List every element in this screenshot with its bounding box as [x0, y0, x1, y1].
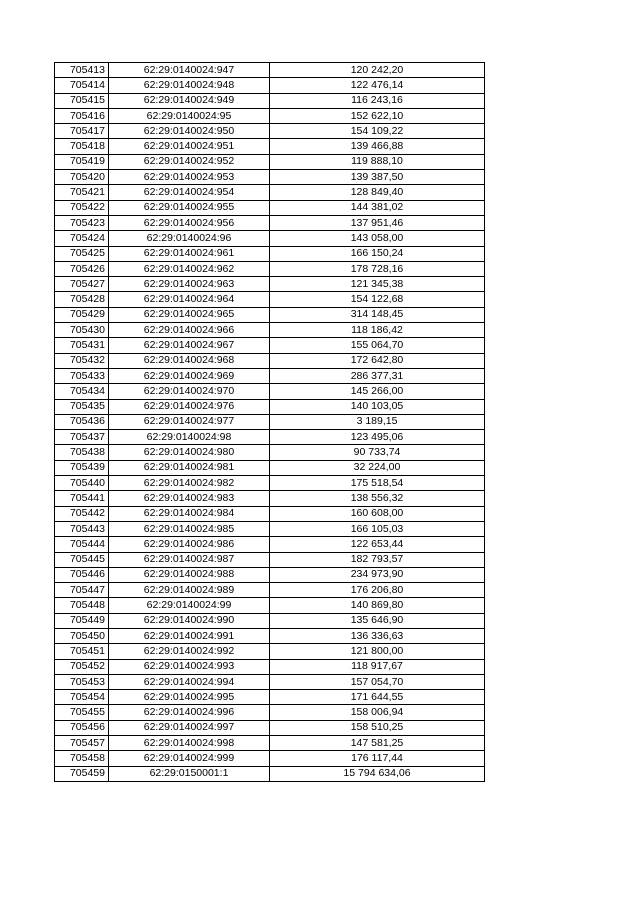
value-cell: 118 917,67 — [270, 659, 485, 674]
cadastral-number-cell: 62:29:0140024:991 — [109, 628, 270, 643]
row-number-cell: 705435 — [55, 399, 109, 414]
cadastral-number-cell: 62:29:0140024:962 — [109, 261, 270, 276]
table-row — [55, 720, 485, 735]
table-row — [55, 384, 485, 399]
table-row — [55, 231, 485, 246]
row-number-cell: 705429 — [55, 307, 109, 322]
value-cell: 166 105,03 — [270, 521, 485, 536]
value-cell: 175 518,54 — [270, 476, 485, 491]
row-number-cell: 705453 — [55, 674, 109, 689]
table-row — [55, 124, 485, 139]
row-number-cell: 705415 — [55, 93, 109, 108]
cadastral-number-cell: 62:29:0140024:988 — [109, 567, 270, 582]
table-row — [55, 108, 485, 123]
value-cell: 154 122,68 — [270, 292, 485, 307]
table-row — [55, 185, 485, 200]
value-cell: 140 869,80 — [270, 598, 485, 613]
table-row — [55, 93, 485, 108]
row-number-cell: 705452 — [55, 659, 109, 674]
table-row — [55, 552, 485, 567]
table-row — [55, 353, 485, 368]
value-cell: 147 581,25 — [270, 736, 485, 751]
table-row — [55, 277, 485, 292]
value-cell: 286 377,31 — [270, 368, 485, 383]
row-number-cell: 705441 — [55, 491, 109, 506]
cadastral-number-cell: 62:29:0140024:976 — [109, 399, 270, 414]
cadastral-number-cell: 62:29:0140024:952 — [109, 154, 270, 169]
table-row — [55, 63, 485, 78]
row-number-cell: 705421 — [55, 185, 109, 200]
cadastral-number-cell: 62:29:0140024:980 — [109, 445, 270, 460]
table-row — [55, 690, 485, 705]
row-number-cell: 705442 — [55, 506, 109, 521]
value-cell: 314 148,45 — [270, 307, 485, 322]
table-row — [55, 659, 485, 674]
value-cell: 136 336,63 — [270, 628, 485, 643]
cadastral-number-cell: 62:29:0140024:963 — [109, 277, 270, 292]
cadastral-number-cell: 62:29:0140024:983 — [109, 491, 270, 506]
value-cell: 32 224,00 — [270, 460, 485, 475]
row-number-cell: 705457 — [55, 736, 109, 751]
value-cell: 182 793,57 — [270, 552, 485, 567]
row-number-cell: 705447 — [55, 583, 109, 598]
cadastral-number-cell: 62:29:0140024:995 — [109, 690, 270, 705]
cadastral-number-cell: 62:29:0140024:953 — [109, 170, 270, 185]
table-row — [55, 399, 485, 414]
row-number-cell: 705458 — [55, 751, 109, 766]
cadastral-number-cell: 62:29:0140024:999 — [109, 751, 270, 766]
cadastral-number-cell: 62:29:0140024:949 — [109, 93, 270, 108]
value-cell: 160 608,00 — [270, 506, 485, 521]
row-number-cell: 705426 — [55, 261, 109, 276]
row-number-cell: 705436 — [55, 414, 109, 429]
row-number-cell: 705444 — [55, 537, 109, 552]
value-cell: 171 644,55 — [270, 690, 485, 705]
table-row — [55, 628, 485, 643]
row-number-cell: 705424 — [55, 231, 109, 246]
table-row — [55, 246, 485, 261]
cadastral-number-cell: 62:29:0140024:96 — [109, 231, 270, 246]
value-cell: 128 849,40 — [270, 185, 485, 200]
table-row — [55, 154, 485, 169]
table-row — [55, 583, 485, 598]
cadastral-number-cell: 62:29:0140024:994 — [109, 674, 270, 689]
value-cell: 139 466,88 — [270, 139, 485, 154]
table-row — [55, 307, 485, 322]
row-number-cell: 705451 — [55, 644, 109, 659]
cadastral-number-cell: 62:29:0140024:969 — [109, 368, 270, 383]
row-number-cell: 705423 — [55, 215, 109, 230]
table-row — [55, 292, 485, 307]
value-cell: 137 951,46 — [270, 215, 485, 230]
table-row — [55, 338, 485, 353]
cadastral-number-cell: 62:29:0140024:948 — [109, 78, 270, 93]
table-row — [55, 644, 485, 659]
cadastral-number-cell: 62:29:0150001:1 — [109, 766, 270, 781]
row-number-cell: 705443 — [55, 521, 109, 536]
row-number-cell: 705414 — [55, 78, 109, 93]
row-number-cell: 705437 — [55, 430, 109, 445]
row-number-cell: 705450 — [55, 628, 109, 643]
row-number-cell: 705449 — [55, 613, 109, 628]
value-cell: 234 973,90 — [270, 567, 485, 582]
cadastral-number-cell: 62:29:0140024:981 — [109, 460, 270, 475]
value-cell: 158 510,25 — [270, 720, 485, 735]
value-cell: 139 387,50 — [270, 170, 485, 185]
value-cell: 172 642,80 — [270, 353, 485, 368]
table-row — [55, 506, 485, 521]
table-row — [55, 430, 485, 445]
cadastral-number-cell: 62:29:0140024:987 — [109, 552, 270, 567]
data-table — [54, 62, 485, 782]
value-cell: 152 622,10 — [270, 108, 485, 123]
cadastral-number-cell: 62:29:0140024:954 — [109, 185, 270, 200]
table-row — [55, 674, 485, 689]
value-cell: 122 653,44 — [270, 537, 485, 552]
value-cell: 3 189,15 — [270, 414, 485, 429]
table-row — [55, 78, 485, 93]
row-number-cell: 705432 — [55, 353, 109, 368]
cadastral-number-cell: 62:29:0140024:947 — [109, 63, 270, 78]
table-row — [55, 261, 485, 276]
cadastral-number-cell: 62:29:0140024:986 — [109, 537, 270, 552]
row-number-cell: 705422 — [55, 200, 109, 215]
table-row — [55, 521, 485, 536]
row-number-cell: 705431 — [55, 338, 109, 353]
value-cell: 118 186,42 — [270, 323, 485, 338]
value-cell: 90 733,74 — [270, 445, 485, 460]
row-number-cell: 705433 — [55, 368, 109, 383]
value-cell: 145 266,00 — [270, 384, 485, 399]
table-row — [55, 460, 485, 475]
cadastral-number-cell: 62:29:0140024:977 — [109, 414, 270, 429]
row-number-cell: 705455 — [55, 705, 109, 720]
table-row — [55, 445, 485, 460]
value-cell: 123 495,06 — [270, 430, 485, 445]
table-row — [55, 368, 485, 383]
row-number-cell: 705448 — [55, 598, 109, 613]
value-cell: 140 103,05 — [270, 399, 485, 414]
table-row — [55, 567, 485, 582]
table-row — [55, 598, 485, 613]
cadastral-number-cell: 62:29:0140024:964 — [109, 292, 270, 307]
table-row — [55, 613, 485, 628]
cadastral-number-cell: 62:29:0140024:956 — [109, 215, 270, 230]
row-number-cell: 705417 — [55, 124, 109, 139]
table-body — [55, 63, 485, 782]
table-row — [55, 537, 485, 552]
row-number-cell: 705428 — [55, 292, 109, 307]
row-number-cell: 705425 — [55, 246, 109, 261]
cadastral-number-cell: 62:29:0140024:99 — [109, 598, 270, 613]
cadastral-number-cell: 62:29:0140024:982 — [109, 476, 270, 491]
cadastral-number-cell: 62:29:0140024:993 — [109, 659, 270, 674]
table-row — [55, 766, 485, 781]
table-row — [55, 170, 485, 185]
value-cell: 157 054,70 — [270, 674, 485, 689]
row-number-cell: 705438 — [55, 445, 109, 460]
cadastral-number-cell: 62:29:0140024:997 — [109, 720, 270, 735]
cadastral-number-cell: 62:29:0140024:984 — [109, 506, 270, 521]
value-cell: 144 381,02 — [270, 200, 485, 215]
table-row — [55, 139, 485, 154]
cadastral-number-cell: 62:29:0140024:95 — [109, 108, 270, 123]
table-row — [55, 200, 485, 215]
row-number-cell: 705416 — [55, 108, 109, 123]
row-number-cell: 705434 — [55, 384, 109, 399]
row-number-cell: 705418 — [55, 139, 109, 154]
value-cell: 121 800,00 — [270, 644, 485, 659]
value-cell: 121 345,38 — [270, 277, 485, 292]
cadastral-number-cell: 62:29:0140024:98 — [109, 430, 270, 445]
cadastral-number-cell: 62:29:0140024:955 — [109, 200, 270, 215]
row-number-cell: 705439 — [55, 460, 109, 475]
row-number-cell: 705440 — [55, 476, 109, 491]
value-cell: 176 117,44 — [270, 751, 485, 766]
row-number-cell: 705454 — [55, 690, 109, 705]
cadastral-number-cell: 62:29:0140024:992 — [109, 644, 270, 659]
table-row — [55, 491, 485, 506]
value-cell: 158 006,94 — [270, 705, 485, 720]
value-cell: 120 242,20 — [270, 63, 485, 78]
cadastral-number-cell: 62:29:0140024:970 — [109, 384, 270, 399]
cadastral-number-cell: 62:29:0140024:985 — [109, 521, 270, 536]
cadastral-number-cell: 62:29:0140024:951 — [109, 139, 270, 154]
table-row — [55, 705, 485, 720]
table-row — [55, 215, 485, 230]
cadastral-number-cell: 62:29:0140024:989 — [109, 583, 270, 598]
table-row — [55, 414, 485, 429]
value-cell: 176 206,80 — [270, 583, 485, 598]
row-number-cell: 705430 — [55, 323, 109, 338]
value-cell: 138 556,32 — [270, 491, 485, 506]
row-number-cell: 705445 — [55, 552, 109, 567]
value-cell: 154 109,22 — [270, 124, 485, 139]
cadastral-number-cell: 62:29:0140024:961 — [109, 246, 270, 261]
value-cell: 116 243,16 — [270, 93, 485, 108]
cadastral-number-cell: 62:29:0140024:965 — [109, 307, 270, 322]
row-number-cell: 705456 — [55, 720, 109, 735]
row-number-cell: 705427 — [55, 277, 109, 292]
row-number-cell: 705446 — [55, 567, 109, 582]
cadastral-number-cell: 62:29:0140024:950 — [109, 124, 270, 139]
value-cell: 143 058,00 — [270, 231, 485, 246]
value-cell: 155 064,70 — [270, 338, 485, 353]
value-cell: 119 888,10 — [270, 154, 485, 169]
cadastral-number-cell: 62:29:0140024:968 — [109, 353, 270, 368]
cadastral-number-cell: 62:29:0140024:990 — [109, 613, 270, 628]
value-cell: 178 728,16 — [270, 261, 485, 276]
cadastral-number-cell: 62:29:0140024:966 — [109, 323, 270, 338]
table-row — [55, 476, 485, 491]
value-cell: 135 646,90 — [270, 613, 485, 628]
value-cell: 166 150,24 — [270, 246, 485, 261]
cadastral-number-cell: 62:29:0140024:998 — [109, 736, 270, 751]
row-number-cell: 705420 — [55, 170, 109, 185]
value-cell: 122 476,14 — [270, 78, 485, 93]
table-row — [55, 751, 485, 766]
row-number-cell: 705419 — [55, 154, 109, 169]
table-row — [55, 736, 485, 751]
value-cell: 15 794 634,06 — [270, 766, 485, 781]
row-number-cell: 705459 — [55, 766, 109, 781]
cadastral-number-cell: 62:29:0140024:967 — [109, 338, 270, 353]
cadastral-number-cell: 62:29:0140024:996 — [109, 705, 270, 720]
table-row — [55, 323, 485, 338]
row-number-cell: 705413 — [55, 63, 109, 78]
